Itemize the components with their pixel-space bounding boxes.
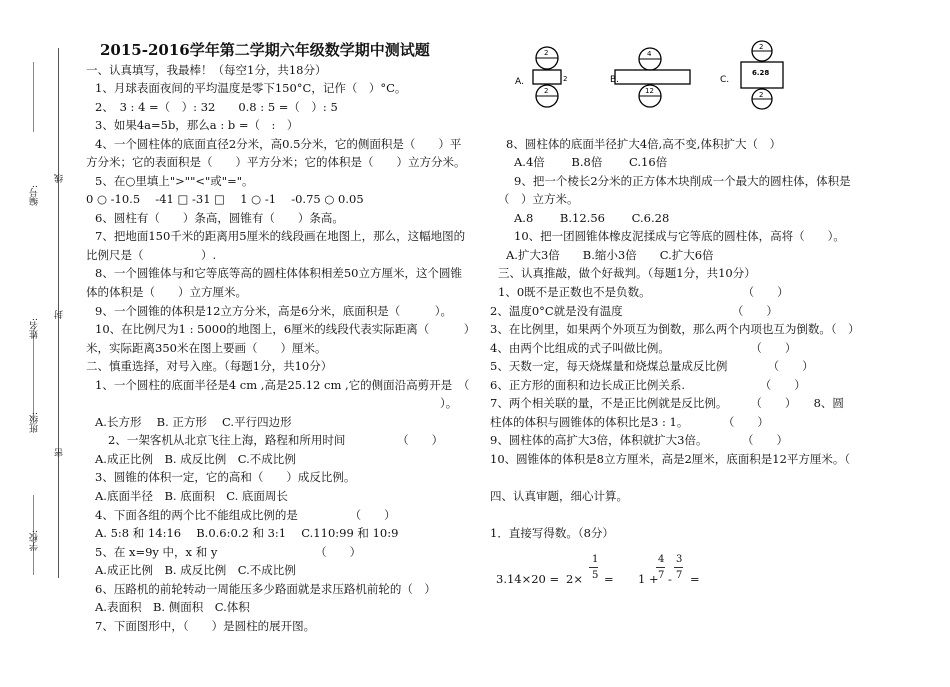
q2-2-options: A.成正比例 B. 成反比例 C.不成比例 (95, 452, 296, 466)
figure-b-bottom-num: 12 (645, 87, 654, 95)
q1-7-cont: 比例尺是（ ）. (86, 248, 217, 262)
margin-feng: 封 (55, 310, 65, 319)
q3-4: 4、由两个比组成的式子叫做比例。 （ ） (490, 341, 797, 355)
q2-9-options: A.8 B.12.56 C.6.28 (514, 211, 670, 225)
margin-name-label: 姓名: (30, 318, 40, 340)
calc-item-3-numerator-2: 3 (676, 554, 683, 565)
q3-10: 10、圆锥体的体积是8立方厘米，高是2厘米，底面积是12平方厘米。（ (490, 452, 851, 466)
section-2-heading: 二、慎重选择，对号入座。（每题1分，共10分） (86, 359, 333, 373)
calc-item-2-eq: = (604, 572, 614, 586)
q1-2: 2、 3 : 4 =（ ）: 32 0.8 : 5 =（ ）: 5 (95, 100, 338, 114)
section-4-heading: 四、认真审题，细心计算。 (490, 489, 628, 503)
q2-6-options: A.表面积 B. 侧面积 C.体积 (95, 600, 250, 614)
q1-9: 9、一个圆锥的体积是12立方分米，高是6分米，底面积是（ ）。 (95, 304, 453, 318)
q2-1-cont: ）。 (440, 396, 458, 410)
q3-2: 2、温度0°C就是没有温度 （ ） (490, 304, 778, 318)
margin-school-label: 学校: (30, 530, 40, 552)
calc-item-1: 3.14×20 = (496, 572, 560, 586)
q1-3: 3、如果4a=5b，那么a : b =（ : ） (95, 118, 299, 132)
q2-3: 3、圆锥的体积一定，它的高和（ ）成反比例。 (95, 470, 356, 484)
figure-c-top-num: 2 (759, 43, 764, 51)
figure-c-label: C. (720, 75, 730, 85)
calc-heading: 1．直接写得数。（8分） (490, 526, 614, 540)
q1-4-cont: 方分米；它的表面积是（ ）平方分米；它的体积是（ ）立方分米。 (86, 155, 466, 169)
figure-a-label: A. (515, 77, 524, 87)
q3-3: 3、在比例里，如果两个外项互为倒数，那么两个内项也互为倒数。（ ） (490, 322, 860, 336)
q1-5-items: 0 ○ -10.5 -41 □ -31 □ 1 ○ -1 -0.75 ○ 0.05 (86, 192, 364, 206)
q2-10-options: A.扩大3倍 B.缩小3倍 C.扩大6倍 (506, 248, 714, 262)
figure-b-top-num: 4 (647, 50, 652, 58)
q2-1-options: A.长方形 B. 正方形 C.平行四边形 (95, 415, 292, 429)
section-1-heading: 一、认真填写，我最棒！（每空1分，共18分） (86, 63, 327, 77)
figure-b-rect (615, 70, 690, 84)
q2-7: 7、下面图形中，（ ）是圆柱的展开图。 (95, 619, 316, 633)
q3-6: 6、正方形的面积和边长成正比例关系. （ ） (490, 378, 806, 392)
calc-item-2-numerator: 1 (592, 554, 599, 565)
q2-5-options: A.成正比例 B. 成反比例 C.不成比例 (95, 563, 296, 577)
q2-10: 10、把一团圆锥体橡皮泥揉成与它等底的圆柱体，高将（ ）。 (514, 229, 845, 243)
q2-9-cont: （ ）立方米。 (498, 192, 579, 206)
figure-a-bottom-num: 2 (544, 87, 549, 95)
calc-item-3-eq: = (690, 572, 700, 586)
binding-dash (33, 62, 34, 132)
q2-2: 2、一架客机从北京飞往上海，路程和所用时间 （ ） (108, 433, 444, 447)
q1-5: 5、在○里填上">""<"或"="。 (95, 174, 254, 188)
calc-item-3-fraction-bar-1 (656, 567, 665, 568)
binding-dash (33, 330, 34, 420)
q2-9: 9、把一个棱长2分米的正方体木块削成一个最大的圆柱体，体积是 (514, 174, 851, 188)
section-3-heading: 三、认真推敲，做个好裁判。（每题1分，共10分） (498, 266, 756, 280)
calc-item-3-fraction-bar-2 (674, 567, 683, 568)
q1-10-cont: 米，实际距离350米在图上要画（ ）厘米。 (86, 341, 327, 355)
q3-1: 1、0既不是正数也不是负数。 （ ） (498, 285, 789, 299)
q3-5: 5、天数一定，每天烧煤量和烧煤总量成反比例 （ ） (490, 359, 814, 373)
q3-9: 9、圆柱体的高扩大3倍，体积就扩大3倍。 （ ） (490, 433, 788, 447)
margin-number-label: 编号: (30, 185, 40, 207)
figure-b-label: B. (610, 75, 620, 85)
cylinder-net-figures (505, 38, 805, 122)
q1-6: 6、圆柱有（ ）条高，圆锥有（ ）条高。 (95, 211, 344, 225)
q2-3-options: A.底面半径 B. 底面积 C. 底面周长 (95, 489, 288, 503)
calc-item-3-denominator-2: 7 (676, 570, 683, 581)
q1-8: 8、一个圆锥体与和它等底等高的圆柱体体积相差50立方厘米，这个圆锥 (95, 266, 462, 280)
margin-xian: 线 (55, 174, 65, 183)
q3-8-cont: 柱体的体积与圆锥体的体积比是3 : 1。 （ ） (490, 415, 769, 429)
figure-a-rect (533, 70, 561, 84)
q2-8-options: A.4倍 B.8倍 C.16倍 (514, 155, 668, 169)
figure-a-side-num: 2 (563, 75, 568, 83)
figure-c-rect-num: 6.28 (752, 69, 770, 77)
q2-6: 6、压路机的前轮转动一周能压多少路面就是求压路机前轮的（ ） (95, 582, 436, 596)
q1-8-cont: 体的体积是（ ）立方厘米。 (86, 285, 247, 299)
calc-item-3-denominator-1: 7 (658, 570, 665, 581)
calc-item-3-lead: 1 + (638, 572, 659, 586)
q2-1: 1、一个圆柱的底面半径是4 cm ,高是25.12 cm ,它的侧面沿高剪开是 （ (95, 378, 470, 392)
calc-item-3-numerator-1: 4 (658, 554, 665, 565)
figure-a-top-num: 2 (544, 49, 549, 57)
calc-item-2-fraction-bar (589, 567, 598, 568)
margin-mi: 密 (55, 448, 65, 457)
q2-8: 8、圆柱体的底面半径扩大4倍,高不变,体积扩大（ ） (506, 137, 781, 151)
calc-item-2-denominator: 5 (592, 570, 599, 581)
q1-4: 4、一个圆柱体的底面直径2分米，高0.5分米，它的侧面积是（ ）平 (95, 137, 462, 151)
q1-10: 10、在比例尺为1 : 5000的地图上，6厘米的线段代表实际距离（ ） (95, 322, 476, 336)
q1-1: 1、月球表面夜间的平均温度是零下150°C，记作（ ）°C。 (95, 81, 407, 95)
calc-item-2-lead: 2× (566, 572, 583, 586)
q2-4: 4、下面各组的两个比不能组成比例的是 （ ） (95, 508, 396, 522)
q1-7: 7、把地面150千米的距离用5厘米的线段画在地图上，那么，这幅地图的 (95, 229, 466, 243)
q2-5: 5、在 x=9y 中，x 和 y （ ） (95, 545, 362, 559)
page-title: 2015-2016学年第二学期六年级数学期中测试题 (100, 41, 430, 59)
q3-7: 7、两个相关联的量，不是正比例就是反比例。 （ ） 8、圆 (490, 396, 844, 410)
figure-c-bottom-num: 2 (759, 91, 764, 99)
q2-4-options: A. 5:8 和 14:16 B.0.6:0.2 和 3:1 C.110:99 和 10:9 (95, 526, 399, 540)
margin-class-label: 班级: (30, 412, 40, 434)
calc-item-3-op: - (668, 572, 672, 586)
